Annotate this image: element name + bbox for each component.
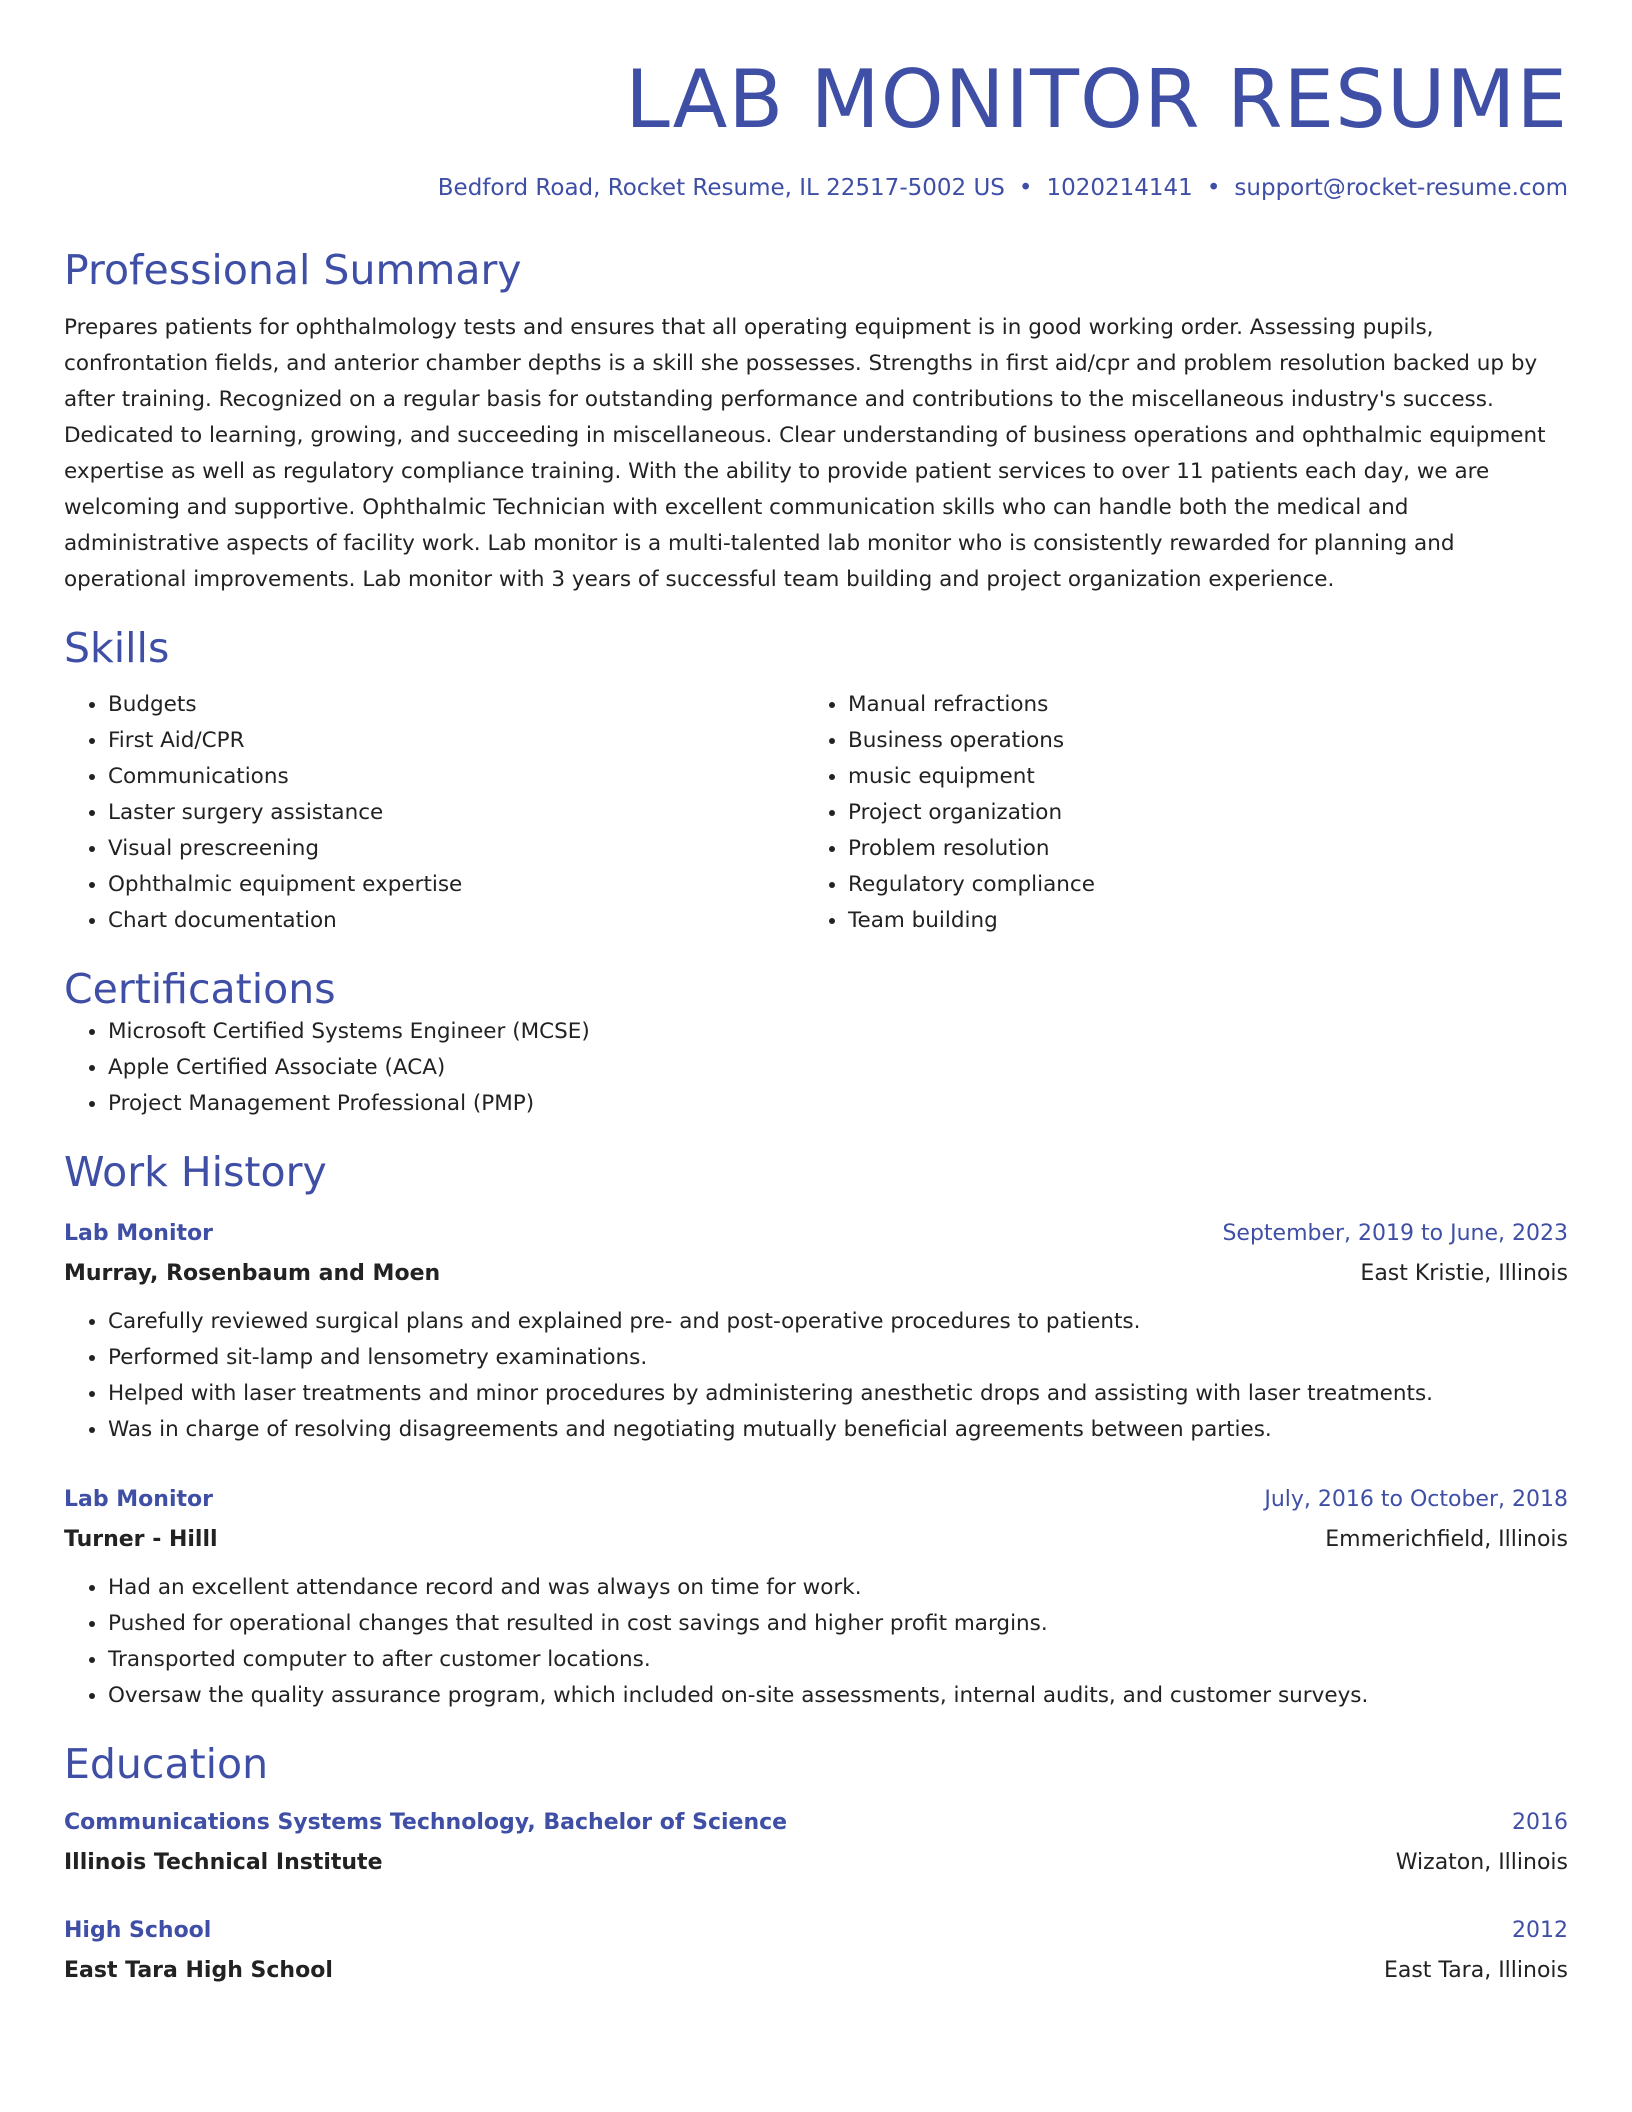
education-degree: High School [64, 1917, 212, 1943]
work-entry [64, 1482, 1568, 1714]
job-bullet: • Was in charge of resolving disagreements and negotiating mutually beneficial agreements between parties. [108, 1412, 1568, 1448]
summary-text: Prepares patients for ophthalmology tests and ensures that all operating equipment is in good working order. Assessing pupils, confrontation fields, and anterior chamber depths is a skill she possesses. Strengths in first aid/cpr and problem resolution backed up by after training. Recognized on a regular basis for outstanding performance and contributions to the miscellaneous industry's success. Dedicated to learning, growing, and succeeding in miscellaneous. Clear understanding of business operations and ophthalmic equipment expertise as well as regulatory compliance training. With the ability to provide patient services to over 11 patients each day, we are welcoming and supportive. Ophthalmic Technician with excellent communication skills who can handle both the medical and administrative aspects of facility work. Lab monitor is a multi-talented lab monitor who is consistently rewarded for planning and operational improvements. Lab monitor with 3 years of successful team building and project organization experience. [64, 315, 1546, 593]
job-role: Lab Monitor [64, 1486, 213, 1512]
job-bullet: • Helped with laser treatments and minor procedures by administering anesthetic drops and assisting with laser treatments. [108, 1376, 1568, 1412]
job-bullet: • Performed sit-lamp and lensometry examinations. [108, 1340, 1568, 1376]
job-dates: July, 2016 to October, 2018 [1264, 1486, 1568, 1512]
education-degree: Communications Systems Technology, Bachelor of Science [64, 1809, 788, 1835]
job-bullet: • Carefully reviewed surgical plans and explained pre- and post-operative procedures to patients. [108, 1304, 1568, 1340]
work-entry-header [64, 1216, 1568, 1252]
education-entry-header [64, 1913, 1568, 1949]
skills-list-right [804, 687, 1544, 939]
contact-email: support@rocket-resume.com [1234, 175, 1568, 201]
job-bullets [64, 1304, 1568, 1448]
skill-item: • Ophthalmic equipment expertise [108, 867, 804, 903]
education-location: Wizaton, Illinois [1395, 1849, 1568, 1875]
skill-item: • Business operations [848, 723, 1544, 759]
job-bullet: • Had an excellent attendance record and was always on time for work. [108, 1570, 1568, 1606]
work-history-heading: Work History [64, 1148, 327, 1197]
skills-list-left [64, 687, 804, 939]
skill-item: • Project organization [848, 795, 1544, 831]
skill-item: • Team building [848, 903, 1544, 939]
skill-item: • Regulatory compliance [848, 867, 1544, 903]
education-year: 2012 [1512, 1917, 1568, 1943]
contact-phone: 1020214141 [1046, 175, 1193, 201]
education-entry-subheader [64, 1949, 1568, 1989]
skill-item: • Manual refractions [848, 687, 1544, 723]
skill-item: • Problem resolution [848, 831, 1544, 867]
job-bullets [64, 1570, 1568, 1714]
job-location: East Kristie, Illinois [1360, 1260, 1568, 1286]
skills-column-right [804, 687, 1544, 939]
certifications-list [64, 1014, 1568, 1122]
certification-item: • Microsoft Certified Systems Engineer (MCSE) [108, 1014, 1568, 1050]
job-bullet: • Pushed for operational changes that resulted in cost savings and higher profit margins. [108, 1606, 1568, 1642]
resume-title: LAB MONITOR RESUME [625, 53, 1568, 146]
education-entry [64, 1913, 1568, 1989]
skill-item: • music equipment [848, 759, 1544, 795]
education-location: East Tara, Illinois [1383, 1957, 1568, 1983]
contact-separator: • [1206, 175, 1221, 201]
summary-heading: Professional Summary [64, 245, 522, 294]
skill-item: • Communications [108, 759, 804, 795]
education-entry [64, 1805, 1568, 1881]
job-bullet: • Oversaw the quality assurance program, which included on-site assessments, internal audits, and customer surveys. [108, 1678, 1568, 1714]
job-role: Lab Monitor [64, 1220, 213, 1246]
contact-separator: • [1018, 175, 1033, 201]
work-entry-subheader [64, 1252, 1568, 1292]
education-entry-header [64, 1805, 1568, 1841]
education-entry-subheader [64, 1841, 1568, 1881]
work-entry [64, 1216, 1568, 1448]
certification-item: • Project Management Professional (PMP) [108, 1086, 1568, 1122]
job-location: Emmerichfield, Illinois [1325, 1526, 1568, 1552]
skill-item: • Laster surgery assistance [108, 795, 804, 831]
education-heading: Education [64, 1739, 269, 1788]
job-company: Murray, Rosenbaum and Moen [64, 1260, 441, 1286]
education-year: 2016 [1512, 1809, 1568, 1835]
work-entry-header [64, 1482, 1568, 1518]
skill-item: • Budgets [108, 687, 804, 723]
skills-heading: Skills [64, 624, 170, 673]
skill-item: • First Aid/CPR [108, 723, 804, 759]
skill-item: • Chart documentation [108, 903, 804, 939]
education-school: East Tara High School [64, 1957, 333, 1983]
skills-column-left [64, 687, 804, 939]
work-entry-subheader [64, 1518, 1568, 1558]
skill-item: • Visual prescreening [108, 831, 804, 867]
certifications-heading: Certifications [64, 965, 336, 1014]
contact-line [64, 174, 1568, 204]
education-school: Illinois Technical Institute [64, 1849, 383, 1875]
skills-grid [64, 687, 1568, 939]
job-dates: September, 2019 to June, 2023 [1222, 1220, 1568, 1246]
job-company: Turner - Hilll [64, 1526, 218, 1552]
certification-item: • Apple Certified Associate (ACA) [108, 1050, 1568, 1086]
contact-address: Bedford Road, Rocket Resume, IL 22517-5002 US [437, 175, 1005, 201]
job-bullet: • Transported computer to after customer locations. [108, 1642, 1568, 1678]
